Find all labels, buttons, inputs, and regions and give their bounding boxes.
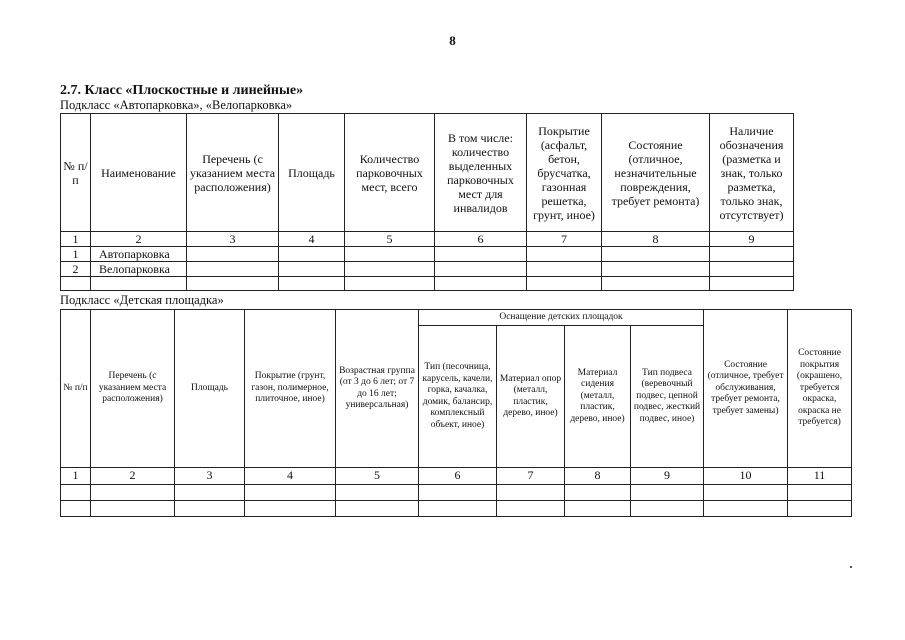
header-suspension-type: Тип подвеса (веревочный подвес, цепной подвес, жесткий подвес, иное) xyxy=(631,326,704,468)
header-cover-state: Состояние покрытия (окрашено, требуется окраска, окраска не требуется) xyxy=(788,310,852,468)
col-number: 9 xyxy=(710,232,794,247)
col-number: 8 xyxy=(602,232,710,247)
parking-header-row xyxy=(61,114,794,232)
header-num: № п/п xyxy=(61,310,91,468)
header-equipment-type: Тип (песочница, карусель, качели, горка, качалка, домик, балансир, комплексный объект, иное) xyxy=(419,326,497,468)
scan-speck xyxy=(850,566,852,568)
col-number: 4 xyxy=(245,468,336,485)
parking-number-row xyxy=(61,232,794,247)
table-row xyxy=(61,247,794,262)
col-number: 1 xyxy=(61,232,91,247)
header-area: Площадь xyxy=(175,310,245,468)
col-number: 11 xyxy=(788,468,852,485)
header-state: Состояние (отличное, незначительные повреждения, требует ремонта) xyxy=(602,114,710,232)
col-number: 8 xyxy=(565,468,631,485)
subclass-title-parking: Подкласс «Автопарковка», «Велопарковка» xyxy=(60,98,293,112)
subclass-title-playground: Подкласс «Детская площадка» xyxy=(60,293,224,307)
header-cover: Покрытие (асфальт, бетон, брусчатка, газонная решетка, грунт, иное) xyxy=(527,114,602,232)
table-row xyxy=(61,485,852,501)
header-area: Площадь xyxy=(279,114,345,232)
col-number: 9 xyxy=(631,468,704,485)
header-location: Перечень (с указанием места расположения) xyxy=(91,310,175,468)
header-age-group: Возрастная группа (от 3 до 6 лет; от 7 до 16 лет; универсальная) xyxy=(336,310,419,468)
row-num: 2 xyxy=(61,262,91,277)
header-cover: Покрытие (грунт, газон, полимерное, плиточное, иное) xyxy=(245,310,336,468)
col-number: 7 xyxy=(527,232,602,247)
table-row xyxy=(61,501,852,517)
col-number: 5 xyxy=(336,468,419,485)
header-state: Состояние (отличное, требует обслуживания, требует ремонта, требует замены) xyxy=(704,310,788,468)
header-disabled-spaces: В том числе: количество выделенных парковочных мест для инвалидов xyxy=(435,114,527,232)
col-number: 4 xyxy=(279,232,345,247)
col-number: 10 xyxy=(704,468,788,485)
header-equipment-group: Оснащение детских площадок xyxy=(419,310,704,326)
row-name: Автопарковка xyxy=(91,247,187,262)
col-number: 1 xyxy=(61,468,91,485)
header-num: № п/п xyxy=(61,114,91,232)
col-number: 2 xyxy=(91,232,187,247)
table-row xyxy=(61,277,794,291)
playground-header-row-1 xyxy=(61,310,852,326)
header-location: Перечень (с указанием места расположения) xyxy=(187,114,279,232)
row-name: Велопарковка xyxy=(91,262,187,277)
page-number: 8 xyxy=(449,33,456,48)
header-marking: Наличие обозначения (разметка и знак, только разметка, только знак, отсутствует) xyxy=(710,114,794,232)
col-number: 3 xyxy=(175,468,245,485)
col-number: 5 xyxy=(345,232,435,247)
section-title: 2.7. Класс «Плоскостные и линейные» xyxy=(60,83,304,98)
header-seat-material: Материал сидения (металл, пластик, дерево, иное) xyxy=(565,326,631,468)
col-number: 7 xyxy=(497,468,565,485)
header-spaces-total: Количество парковочных мест, всего xyxy=(345,114,435,232)
col-number: 3 xyxy=(187,232,279,247)
col-number: 6 xyxy=(435,232,527,247)
playground-table xyxy=(60,309,852,517)
playground-number-row xyxy=(61,468,852,485)
col-number: 6 xyxy=(419,468,497,485)
parking-table xyxy=(60,113,794,291)
header-support-material: Материал опор (металл, пластик, дерево, иное) xyxy=(497,326,565,468)
header-name: Наименование xyxy=(91,114,187,232)
table-row xyxy=(61,262,794,277)
row-num: 1 xyxy=(61,247,91,262)
col-number: 2 xyxy=(91,468,175,485)
